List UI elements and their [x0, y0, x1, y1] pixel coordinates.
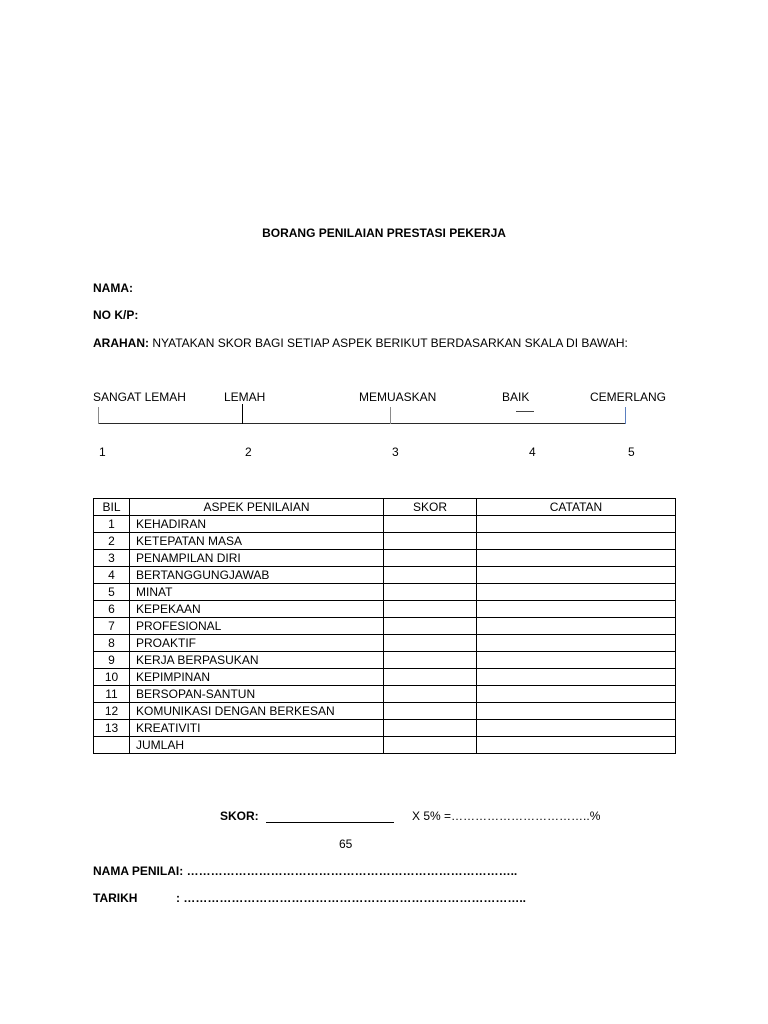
scale-label-2: LEMAH	[224, 390, 266, 404]
nokp-label: NO K/P:	[93, 308, 139, 322]
arahan-text: NYATAKAN SKOR BAGI SETIAP ASPEK BERIKUT BERDASARKAN SKALA DI BAWAH:	[152, 336, 628, 350]
row-bil: 2	[94, 533, 130, 550]
scale-tick-1	[98, 407, 99, 424]
row-catatan-cell[interactable]	[477, 601, 676, 618]
table-row	[94, 601, 676, 618]
scale-label-5: CEMERLANG	[590, 390, 667, 404]
assessment-table	[93, 498, 676, 754]
table-row	[94, 567, 676, 584]
row-skor-cell[interactable]	[384, 516, 477, 533]
row-bil: 12	[94, 703, 130, 720]
table-row	[94, 618, 676, 635]
row-aspek: MINAT	[130, 584, 384, 601]
table-row	[94, 635, 676, 652]
row-skor-cell[interactable]	[384, 601, 477, 618]
row-catatan-cell[interactable]	[477, 669, 676, 686]
scale-tick-3	[390, 407, 391, 424]
row-aspek: KERJA BERPASUKAN	[130, 652, 384, 669]
nama-label: NAMA:	[93, 281, 133, 295]
tarikh-dots[interactable]: : …………………………………………………………………………..	[176, 891, 526, 905]
row-skor-cell[interactable]	[384, 618, 477, 635]
row-catatan-cell[interactable]	[477, 737, 676, 754]
scale-number-5: 5	[628, 445, 635, 459]
arahan-line	[93, 336, 628, 350]
row-bil: 13	[94, 720, 130, 737]
scale-tick-4	[516, 411, 534, 412]
table-row	[94, 669, 676, 686]
table-body	[94, 516, 676, 754]
skor-denominator: 65	[339, 837, 353, 851]
table-row	[94, 686, 676, 703]
scale-number-2: 2	[245, 445, 252, 459]
row-catatan-cell[interactable]	[477, 516, 676, 533]
row-skor-cell[interactable]	[384, 737, 477, 754]
form-title: BORANG PENILAIAN PRESTASI PEKERJA	[262, 226, 506, 240]
row-bil: 9	[94, 652, 130, 669]
row-catatan-cell[interactable]	[477, 652, 676, 669]
row-bil: 8	[94, 635, 130, 652]
row-catatan-cell[interactable]	[477, 533, 676, 550]
penilai-line	[93, 864, 517, 878]
row-aspek: PROAKTIF	[130, 635, 384, 652]
scale-label-3: MEMUASKAN	[359, 390, 437, 404]
scale-label-4: BAIK	[502, 390, 530, 404]
row-skor-cell[interactable]	[384, 703, 477, 720]
tarikh-label: TARIKH	[93, 891, 138, 905]
row-catatan-cell[interactable]	[477, 567, 676, 584]
row-bil: 3	[94, 550, 130, 567]
row-aspek: KETEPATAN MASA	[130, 533, 384, 550]
scale-line	[98, 423, 626, 424]
row-bil: 1	[94, 516, 130, 533]
scale-tick-5	[625, 407, 626, 424]
row-catatan-cell[interactable]	[477, 703, 676, 720]
row-bil: 7	[94, 618, 130, 635]
row-skor-cell[interactable]	[384, 584, 477, 601]
arahan-label: ARAHAN:	[93, 336, 149, 350]
header-skor: SKOR	[384, 499, 477, 516]
row-skor-cell[interactable]	[384, 686, 477, 703]
table-row	[94, 516, 676, 533]
row-aspek: PENAMPILAN DIRI	[130, 550, 384, 567]
row-skor-cell[interactable]	[384, 720, 477, 737]
scale-number-3: 3	[392, 445, 399, 459]
row-aspek: PROFESIONAL	[130, 618, 384, 635]
row-aspek: KOMUNIKASI DENGAN BERKESAN	[130, 703, 384, 720]
row-catatan-cell[interactable]	[477, 635, 676, 652]
table-row	[94, 737, 676, 754]
row-catatan-cell[interactable]	[477, 720, 676, 737]
table-row	[94, 533, 676, 550]
row-catatan-cell[interactable]	[477, 686, 676, 703]
row-bil	[94, 737, 130, 754]
row-skor-cell[interactable]	[384, 550, 477, 567]
scale-tick-2	[242, 404, 243, 424]
row-skor-cell[interactable]	[384, 669, 477, 686]
scale-label-1: SANGAT LEMAH	[93, 390, 186, 404]
header-catatan: CATATAN	[477, 499, 676, 516]
skor-label: SKOR:	[220, 809, 259, 823]
table-row	[94, 652, 676, 669]
row-skor-cell[interactable]	[384, 635, 477, 652]
skor-formula: X 5% =……………………………..%	[412, 809, 601, 823]
row-aspek: JUMLAH	[130, 737, 384, 754]
table-header-row	[94, 499, 676, 516]
row-bil: 4	[94, 567, 130, 584]
table-row	[94, 720, 676, 737]
row-skor-cell[interactable]	[384, 652, 477, 669]
row-catatan-cell[interactable]	[477, 584, 676, 601]
table-row	[94, 584, 676, 601]
scale-number-1: 1	[99, 445, 106, 459]
header-bil: BIL	[94, 499, 130, 516]
penilai-dots[interactable]: ………………………………………………………………………..	[186, 864, 518, 878]
scale-number-4: 4	[529, 445, 536, 459]
row-skor-cell[interactable]	[384, 567, 477, 584]
row-bil: 6	[94, 601, 130, 618]
row-aspek: BERSOPAN-SANTUN	[130, 686, 384, 703]
row-aspek: KEPEKAAN	[130, 601, 384, 618]
row-bil: 5	[94, 584, 130, 601]
row-aspek: BERTANGGUNGJAWAB	[130, 567, 384, 584]
penilai-label: NAMA PENILAI:	[93, 864, 184, 878]
row-bil: 10	[94, 669, 130, 686]
table-row	[94, 703, 676, 720]
row-aspek: KREATIVITI	[130, 720, 384, 737]
header-aspek: ASPEK PENILAIAN	[130, 499, 384, 516]
row-skor-cell[interactable]	[384, 533, 477, 550]
row-catatan-cell[interactable]	[477, 550, 676, 567]
table-row	[94, 550, 676, 567]
skor-numerator-line[interactable]	[266, 809, 394, 823]
row-aspek: KEPIMPINAN	[130, 669, 384, 686]
row-bil: 11	[94, 686, 130, 703]
row-aspek: KEHADIRAN	[130, 516, 384, 533]
row-catatan-cell[interactable]	[477, 618, 676, 635]
